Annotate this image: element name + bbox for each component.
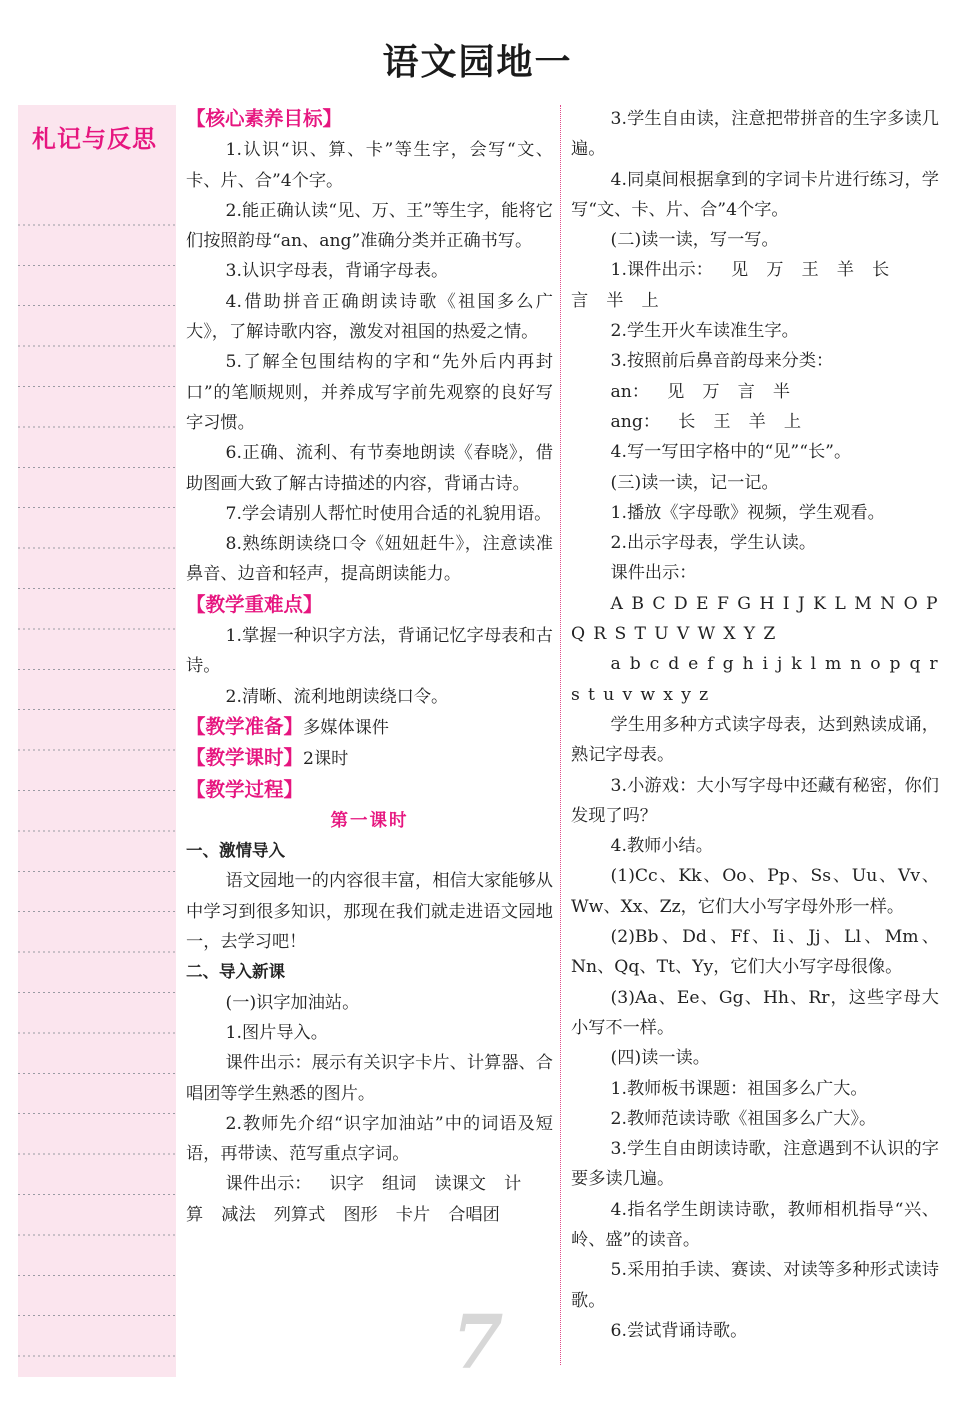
alphabet-line: A B C D E F G H I J K L M N O P Q R S T U V W X Y Z [571, 593, 939, 645]
paragraph: 3.学生自由朗读诗歌，注意遇到不认识的字要多读几遍。 [571, 1139, 939, 1190]
paragraph: 课件出示： [610, 563, 697, 584]
alphabet-line: a b c d e f g h i j k l m n o p q r s t u v w x y z [571, 654, 939, 705]
paragraph: 2.能正确认读“见、万、王”等生字，能将它们按照韵母“an、ang”准确分类并正确书写。 [186, 200, 553, 252]
paragraph: 4.写一写田字格中的“见”“长”。 [610, 442, 852, 463]
list-item: 万 [702, 381, 720, 402]
heading-label: 【教学过程】 [186, 777, 304, 801]
list-item: 识字 [329, 1174, 364, 1195]
sidebar-title: 札记与反思 [32, 125, 157, 153]
heading-label: 【教学准备】 [186, 714, 304, 738]
paragraph: (四)读一读。 [610, 1048, 710, 1069]
paragraph: 1.教师板书课题：祖国多么广大。 [610, 1078, 868, 1099]
character-list [571, 255, 939, 316]
list-item: 读课文 [434, 1174, 486, 1195]
list-item: 王 [713, 411, 731, 432]
list-prefix: 课件出示： [225, 1174, 312, 1195]
list-item: 上 [783, 411, 802, 432]
step-heading: 二、导入新课 [186, 962, 285, 982]
left-column [186, 104, 553, 1230]
paragraph: 3.学生自由读，注意把带拼音的生字多读几遍。 [571, 109, 939, 160]
list-item: 半 [772, 381, 791, 402]
paragraph: 2.学生开火车读准生字。 [610, 321, 799, 342]
list-item: 见 [730, 260, 749, 281]
paragraph: 1.认识“识、算、卡”等生字，会写“文、卡、片、合”4个字。 [186, 140, 553, 191]
word-list [186, 1169, 553, 1230]
list-item: 羊 [836, 260, 854, 281]
lesson-title: 第一课时 [330, 810, 409, 831]
list-item: 言 [571, 290, 589, 311]
paragraph: 8.熟练朗读绕口令《妞妞赶牛》，注意读准鼻音、边音和轻声，提高朗读能力。 [186, 534, 553, 585]
paragraph: 5.采用拍手读、赛读、对读等多种形式读诗歌。 [571, 1260, 939, 1311]
list-item: 见 [667, 381, 685, 402]
list-item: 图形 [343, 1204, 378, 1225]
paragraph: (2)Bb、Dd、Ff、Ii、Jj、Ll、Mm、Nn、Qq、Tt、Yy，它们大小写字母很像。 [571, 927, 939, 978]
section-heading [186, 712, 553, 743]
character-list [571, 407, 939, 437]
paragraph: (三)读一读，记一记。 [610, 472, 779, 493]
paragraph: 6.尝试背诵诗歌。 [610, 1320, 748, 1341]
list-item: 列算式 [273, 1204, 326, 1225]
paragraph: 2.教师先介绍“识字加油站”中的词语及短语，再带读、范写重点字词。 [186, 1113, 553, 1165]
paragraph: 语文园地一的内容很丰富，相信大家能够从中学习到很多知识，那现在我们就走进语文园地一，去学习吧！ [186, 871, 553, 953]
section-heading [186, 743, 553, 774]
paragraph: (一)识字加油站。 [225, 992, 360, 1013]
step-heading: 一、激情导入 [186, 841, 285, 861]
paragraph: 4.借助拼音正确朗读诗歌《祖国多么广大》，了解诗歌内容，激发对祖国的热爱之情。 [186, 291, 553, 343]
list-item: 羊 [748, 411, 766, 432]
notes-sidebar [18, 105, 176, 1377]
list-prefix: ang： [610, 411, 661, 432]
paragraph: 3.按照前后鼻音韵母来分类： [610, 351, 834, 372]
list-item: 卡片 [395, 1204, 431, 1225]
list-item: 组词 [381, 1174, 417, 1195]
list-item: 半 [606, 290, 624, 311]
paragraph: 4.教师小结。 [610, 836, 713, 857]
character-list [571, 377, 939, 407]
section-heading [186, 775, 553, 806]
paragraph: 6.正确、流利、有节奏地朗读《春晓》，借助图画大致了解古诗描述的内容，背诵古诗。 [186, 443, 553, 494]
heading-value: 多媒体课件 [303, 717, 389, 738]
page-title: 语文园地一 [382, 41, 573, 83]
paragraph: (1)Cc、Kk、Oo、Pp、Ss、Uu、Vv、Ww、Xx、Zz，它们大小写字母外形一样。 [571, 866, 939, 917]
paragraph: 3.认识字母表，背诵字母表。 [225, 261, 449, 282]
paragraph: 1.图片导入。 [225, 1022, 328, 1043]
list-item: 长 [678, 411, 696, 432]
paragraph: 7.学会请别人帮忙时使用合适的礼貌用语。 [225, 503, 552, 524]
heading-label: 【教学重难点】 [186, 592, 323, 616]
list-item: 王 [801, 260, 819, 281]
list-item: 万 [766, 260, 784, 281]
list-prefix: an： [610, 381, 650, 402]
list-item: 言 [737, 381, 755, 402]
paragraph: 学生用多种方式读字母表，达到熟读成诵，熟记字母表。 [571, 714, 939, 766]
list-prefix: 1.课件出示： [610, 260, 713, 281]
list-item: 减法 [221, 1204, 256, 1225]
list-item: 上 [641, 290, 659, 311]
list-item: 合唱团 [448, 1204, 500, 1225]
page-number: 7 [452, 1300, 504, 1386]
list-item: 长 [871, 260, 890, 281]
column-divider [560, 105, 561, 1365]
paragraph: 4.同桌间根据拿到的字词卡片进行练习，学写“文、卡、片、合”4个字。 [571, 169, 939, 220]
paragraph: 5.了解全包围结构的字和“先外后内再封口”的笔顺规则，并养成写字前先观察的良好写字习惯。 [186, 352, 553, 433]
paragraph: 2.教师范读诗歌《祖国多么广大》。 [610, 1108, 877, 1129]
heading-value: 2课时 [303, 749, 349, 770]
paragraph: 1.掌握一种识字方法，背诵记忆字母表和古诗。 [186, 626, 553, 677]
list-item: 计算 [186, 1174, 522, 1225]
paragraph: 课件出示：展示有关识字卡片、计算器、合唱团等学生熟悉的图片。 [186, 1053, 553, 1104]
paragraph: (3)Aa、Ee、Gg、Hh、Rr，这些字母大小写不一样。 [571, 987, 939, 1038]
paragraph: 2.出示字母表，学生认读。 [610, 533, 817, 554]
paragraph: 1.播放《字母歌》视频，学生观看。 [610, 502, 885, 523]
sidebar-ruled-lines [18, 185, 176, 1375]
section-heading [186, 590, 553, 621]
paragraph: 3.小游戏：大小写字母中还藏有秘密，你们发现了吗？ [571, 775, 939, 826]
section-heading [186, 104, 553, 135]
heading-label: 【核心素养目标】 [186, 107, 343, 130]
paragraph: 2.清晰、流利地朗读绕口令。 [225, 686, 449, 707]
right-column [571, 104, 939, 1346]
paragraph: (二)读一读，写一写。 [610, 230, 779, 251]
heading-label: 【教学课时】 [186, 746, 304, 770]
paragraph: 4.指名学生朗读诗歌，教师相机指导“兴、岭、盛”的读音。 [571, 1199, 939, 1250]
